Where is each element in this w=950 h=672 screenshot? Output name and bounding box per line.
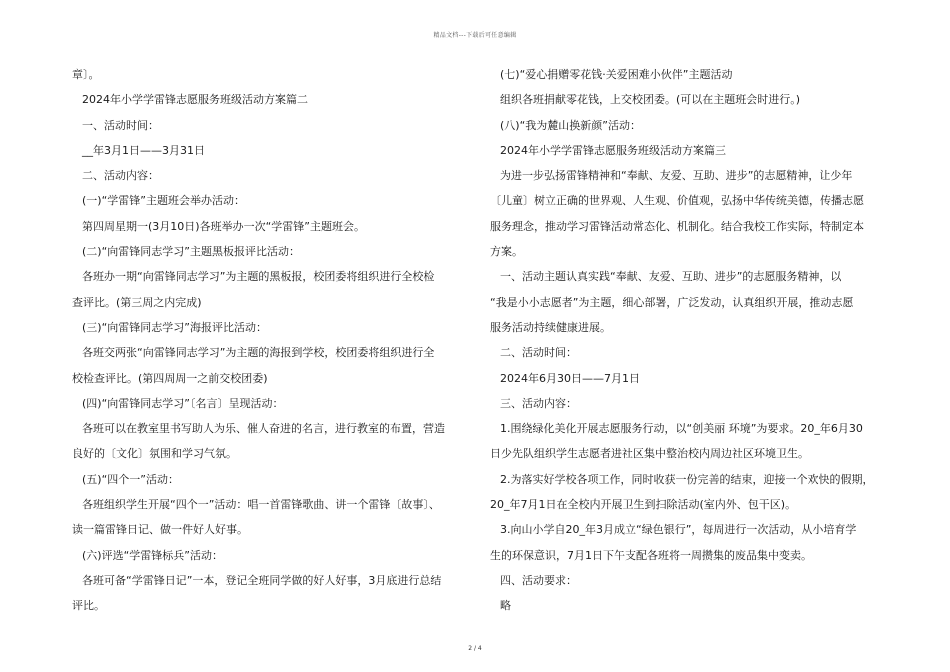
text-line: (二)“向雷锋同志学习”主题黑板报评比活动： (82, 245, 300, 259)
text-line: 略 (500, 599, 511, 613)
right-column (490, 62, 882, 619)
text-line: 2024年6月30日——7月1日 (500, 371, 640, 385)
text-line: (五)“四个一”活动： (82, 472, 179, 486)
text-line: 查评比。(第三周之内完成) (72, 295, 202, 309)
text-line: 服务活动持续健康进展。 (490, 320, 611, 334)
text-line: “我是小小志愿者”为主题，细心部署，广泛发动，认真组织开展，推动志愿 (490, 295, 854, 309)
text-line: 3.向山小学自20_年3月成立“绿色银行”，每周进行一次活动，从小培育学 (500, 523, 857, 537)
page-number: 2 / 4 (468, 645, 482, 652)
page-header: 精品文档---下载后可任意编辑 (433, 32, 517, 39)
text-line: 各班组织学生开展“四个一”活动：唱一首雷锋歌曲、讲一个雷锋〔故事〕、 (82, 498, 440, 512)
text-line: 2.为落实好学校各项工作，同时收获一份完善的结束，迎接一个欢快的假期， (500, 472, 874, 486)
text-line: (四)“向雷锋同志学习”〔名言〕呈现活动： (82, 396, 284, 410)
text-line: 四、活动要求： (500, 573, 577, 587)
text-line: 〔儿童〕树立正确的世界观、人生观、价值观，弘扬中华传统美德，传播志愿 (490, 194, 864, 208)
text-line: (三)“向雷锋同志学习”海报评比活动： (82, 320, 267, 334)
text-line: 2024年小学学雷锋志愿服务班级活动方案篇三 (500, 143, 726, 157)
text-line: 2024年小学学雷锋志愿服务班级活动方案篇二 (82, 93, 308, 107)
text-line: 第四周星期一(3月10日)各班举办一次“学雷锋”主题班会。 (82, 219, 365, 233)
text-line: (七)“爱心捐赠零花钱·关爱困难小伙伴”主题活动 (500, 68, 733, 81)
text-line: 读一篇雷锋日记、做一件好人好事。 (72, 523, 248, 537)
text-line: 服务理念，推动学习雷锋活动常态化、机制化。结合我校工作实际，特制定本 (490, 219, 864, 233)
text-line: 方案。 (490, 245, 523, 259)
text-line: __年3月1日——3月31日 (82, 143, 205, 157)
text-line: 二、活动内容： (82, 169, 159, 183)
text-line: 各班办一期“向雷锋同志学习”为主题的黑板报，校团委将组织进行全校检 (82, 270, 435, 284)
text-line: 良好的〔文化〕氛围和学习气氛。 (72, 447, 237, 461)
text-line: 校检查评比。(第四周周一之前交校团委) (72, 371, 268, 385)
text-line: 1.围绕绿化美化开展志愿服务行动，以“创美丽 环境”为要求。20_年6月30 (500, 422, 863, 436)
text-line: 评比。 (72, 599, 105, 613)
text-line: 20_年7月1日在全校内开展卫生到扫除活动(室内外、包干区)。 (490, 498, 797, 512)
text-line: (一)“学雷锋”主题班会举办活动： (82, 194, 245, 208)
text-line: 为进一步弘扬雷锋精神和“奉献、友爱、互助、进步”的志愿精神，让少年 (500, 169, 853, 183)
text-line: 组织各班捐献零花钱，上交校团委。(可以在主题班会时进行。) (500, 93, 801, 107)
text-line: 一、活动时间： (82, 118, 159, 132)
text-line: 一、活动主题认真实践“奉献、友爱、互助、进步”的志愿服务精神，以 (500, 270, 842, 284)
left-column (72, 62, 464, 619)
text-line: 章〕。 (72, 68, 100, 81)
text-line: (六)评选“学雷锋标兵”活动： (82, 548, 223, 562)
text-line: 各班交两张“向雷锋同志学习”为主题的海报到学校，校团委将组织进行全 (82, 346, 435, 360)
text-line: (八)“我为麓山换新颜”活动： (500, 118, 641, 132)
text-line: 各班可备“学雷锋日记”一本，登记全班同学做的好人好事，3月底进行总结 (82, 573, 442, 587)
text-line: 三、活动内容： (500, 396, 577, 410)
text-line: 二、活动时间： (500, 346, 577, 360)
text-line: 日少先队组织学生志愿者进社区集中整治校内周边社区环境卫生。 (490, 447, 809, 461)
text-line: 生的环保意识，7月1日下午支配各班将一周攒集的废品集中变卖。 (490, 548, 812, 562)
text-line: 各班可以在教室里书写助人为乐、催人奋进的名言，进行教室的布置，营造 (82, 422, 445, 436)
